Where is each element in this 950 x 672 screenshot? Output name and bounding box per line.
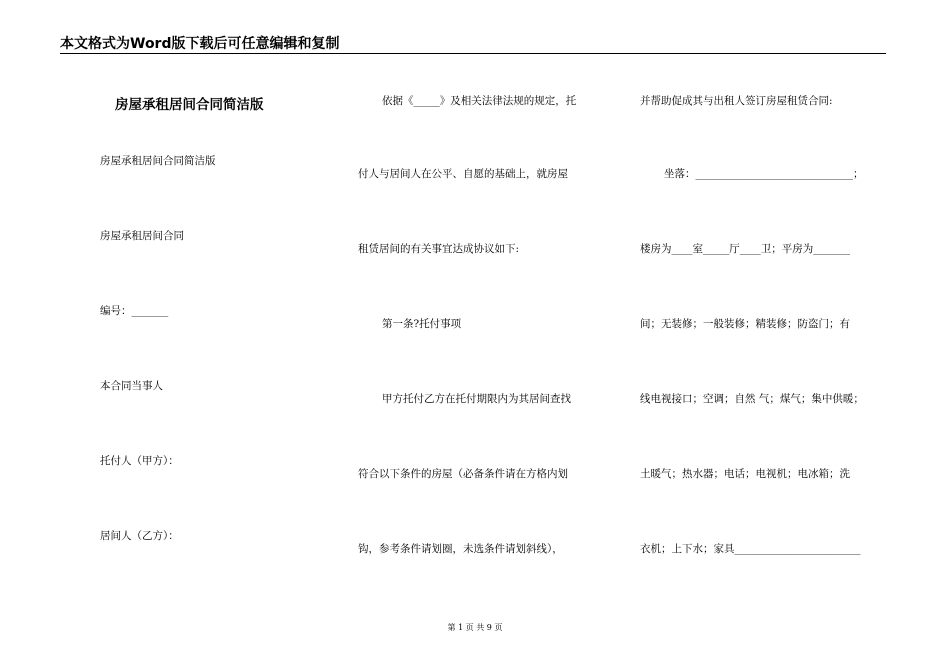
text-line: 租赁居间的有关事宜达成协议如下: bbox=[358, 243, 520, 255]
text-line: 线电视接口；空调；自然 气；煤气；集中供暖； bbox=[640, 393, 864, 405]
document-title: 房屋承租居间合同简洁版 bbox=[115, 97, 264, 113]
text-line: 土暖气；热水器；电话；电视机；电冰箱；洗 bbox=[640, 468, 850, 480]
text-line: 并帮助促成其与出租人签订房屋租赁合同: bbox=[640, 95, 833, 107]
download-banner: 本文格式为Word版下载后可任意编辑和复制 bbox=[60, 36, 340, 52]
text-line: 间；无装修；一般装修；精装修；防盗门；有 bbox=[640, 318, 850, 330]
text-line: 甲方托付乙方在托付期限内为其居间查找 bbox=[382, 393, 571, 405]
page-number: 第 1 页 共 9 页 bbox=[447, 623, 503, 632]
article-heading: 第一条?托付事项 bbox=[382, 318, 462, 330]
text-line: 付人与居间人在公平、自愿的基础上，就房屋 bbox=[358, 168, 568, 180]
text-line: 符合以下条件的房屋（必备条件请在方格内划 bbox=[358, 468, 568, 480]
text-line: 楼房为____室_____厅____卫；平房为_______ bbox=[640, 243, 850, 255]
text-line: 本合同当事人 bbox=[100, 380, 163, 392]
text-line: 依据《_____》及相关法律法规的规定，托 bbox=[382, 95, 577, 107]
text-line: 房屋承租居间合同 bbox=[100, 230, 184, 242]
header-divider bbox=[60, 53, 886, 54]
text-line: 衣机；上下水；家具________________________ bbox=[640, 543, 861, 555]
text-line: 钩，参考条件请划圈，未选条件请划斜线）， bbox=[358, 543, 563, 555]
text-line: 房屋承租居间合同简洁版 bbox=[100, 155, 216, 167]
party-b-label: 居间人（乙方）： bbox=[100, 530, 179, 542]
party-a-label: 托付人（甲方）： bbox=[100, 455, 179, 467]
contract-number: 编号：_______ bbox=[100, 305, 169, 317]
text-line: 坐落：______________________________； bbox=[664, 168, 864, 180]
